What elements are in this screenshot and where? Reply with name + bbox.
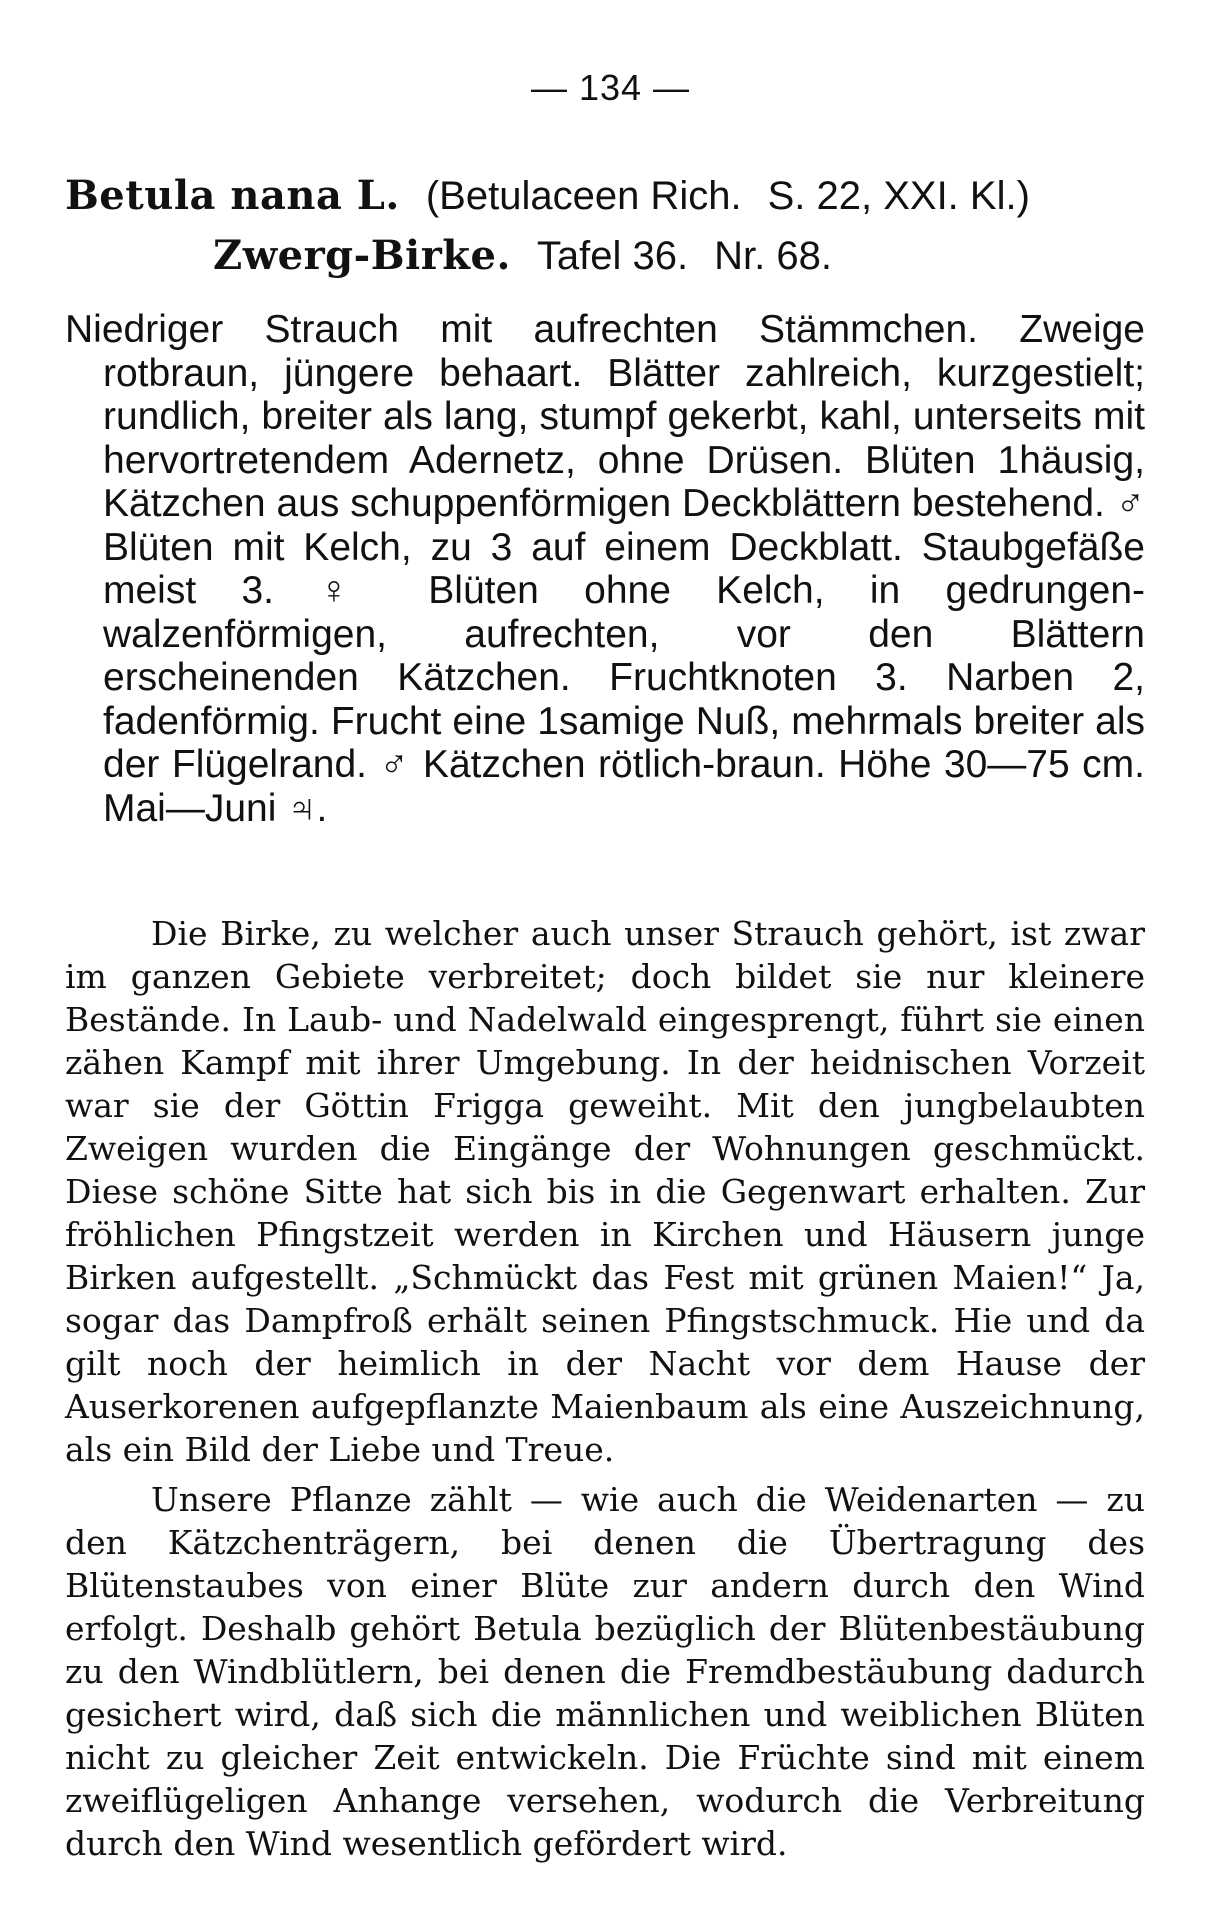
description-text: Niedriger Strauch mit aufrechten Stämmchen. Zweige rotbraun, jüngere behaart. Blätter zahlreich, kurzgestielt; rundlich, breiter als lang, stumpf gekerbt, kahl, unterseits mit hervortretendem Adernetz, ohne Drüsen. Blüten 1häusig, Kätzchen aus schuppenförmigen Deckblättern bestehend. ♂ Blüten mit Kelch, zu 3 auf einem Deckblatt. Staubgefäße meist 3. ♀ Blüten ohne Kelch, in gedrungen-walzenförmigen, aufrechten, vor den Blättern erscheinenden Kätzchen. Fruchtknoten 3. Narben 2, fadenförmig. Frucht eine 1samige Nuß, mehrmals breiter als der Flügelrand. ♂ Kätzchen rötlich-braun. Höhe 30—75 cm. Mai—Juni ♃.: [65, 308, 1145, 830]
latin-name: Betula nana L.: [65, 172, 400, 219]
paragraph-text: Unsere Pflanze zählt — wie auch die Weidenarten — zu den Kätzchenträgern, bei denen die Übertragung des Blütenstaubes von einer Blüte zur andern durch den Wind erfolgt. Deshalb gehört Betula bezüglich der Blütenbestäubung zu den Windblütlern, bei denen die Fremdbestäubung dadurch gesichert wird, daß sich die männlichen und weiblichen Blüten nicht zu gleicher Zeit entwickeln. Die Früchte sind mit einem zweiflügeligen Anhange versehen, wodurch die Verbreitung durch den Wind wesentlich gefördert wird.: [65, 1480, 1145, 1863]
paragraph-text: Die Birke, zu welcher auch unser Strauch gehört, ist zwar im ganzen Gebiete verbreitet; doch bildet sie nur kleinere Bestände. In Laub- und Nadelwald eingesprengt, führt sie einen zähen Kampf mit ihrer Umgebung. In der heidnischen Vorzeit war sie der Göttin Frigga geweiht. Mit den jungbelaubten Zweigen wurden die Eingänge der Wohnungen geschmückt. Diese schöne Sitte hat sich bis in die Gegenwart erhalten. Zur fröhlichen Pfingstzeit werden in Kirchen und Häusern junge Birken aufgestellt. „Schmückt das Fest mit grünen Maien!“ Ja, sogar das Dampfroß erhält seinen Pfingstschmuck. Hie und da gilt noch der heimlich in der Nacht vor dem Hause der Auserkorenen aufgepflanzte Maienbaum als eine Auszeichnung, als ein Bild der Liebe und Treue.: [65, 914, 1145, 1469]
page-number: — 134 —: [530, 67, 691, 108]
plate-number: Nr. 68.: [714, 234, 832, 278]
prose-paragraph-2: [65, 1478, 1145, 1865]
german-name: Zwerg-Birke.: [213, 232, 511, 279]
plate-ref: Tafel 36.: [536, 234, 689, 278]
family-name: (Betulaceen Rich.: [425, 174, 742, 218]
common-name-heading: [213, 230, 1213, 282]
botanical-description: [65, 308, 1145, 830]
classification-ref: S. 22, XXI. Kl.): [767, 174, 1030, 218]
prose-paragraph-1: [65, 912, 1145, 1471]
species-heading: [65, 170, 1165, 222]
